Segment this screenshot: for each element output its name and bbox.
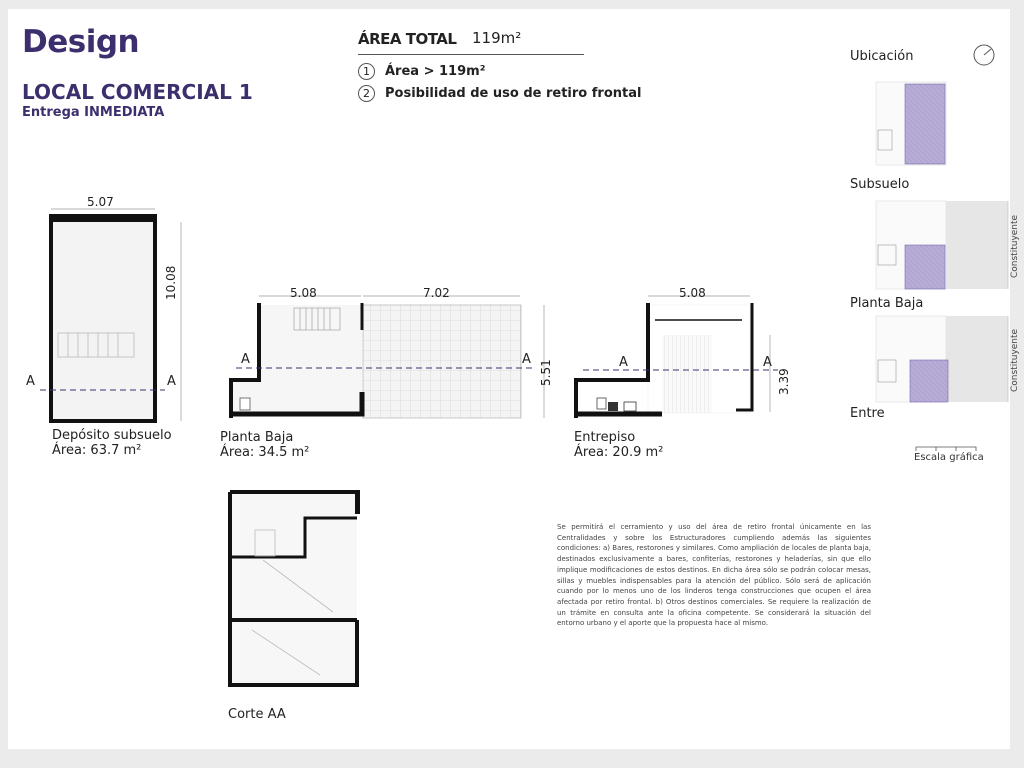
note-item [358,85,641,102]
plan-area: Área: 34.5 m² [220,445,310,460]
plan-area: Área: 20.9 m² [574,445,664,460]
plan-caption [574,430,663,460]
street-label: Constituyente [1010,328,1020,392]
corte-aa-section [230,490,360,685]
section-mark: A [522,352,531,367]
dimension-label: 10.08 [164,265,178,300]
section-mark: A [26,374,35,389]
location-panel [876,45,1008,451]
area-total-label: ÁREA TOTAL [358,30,457,48]
unit-title: LOCAL COMERCIAL 1 [22,80,253,104]
section-mark: A [241,352,250,367]
deposito-plan [40,209,181,421]
area-total-value: 119m² [472,29,522,47]
plan-name: Entrepiso [574,430,636,445]
street-label: Constituyente [1010,214,1020,278]
section-mark: A [167,374,176,389]
dimension-label: 7.02 [423,286,450,300]
dimension-label: 5.51 [539,359,553,386]
section-mark: A [763,355,772,370]
delivery-status: Entrega INMEDIATA [22,105,165,120]
dimension-label: 5.08 [290,286,317,300]
level-label: Planta Baja [850,296,924,311]
level-label: Subsuelo [850,177,910,192]
plan-caption [52,428,172,458]
scale-label: Escala gráfica [914,452,984,463]
plan-caption [220,430,309,460]
legal-conditions-text: Se permitirá el cerramiento y uso del área de retiro frontal únicamente en las Centralidades y sobre los Estructuradores cumpliendo además las siguientes condiciones: a) Bares, restorones y similares. Como ampliación de locales de planta baja, destinados exclusivamente a bares, confiterías, restorones y heladerías, sin que ello implique modificaciones de estos destinos. En dicha área sólo se podrán colocar mesas, sillas y muebles indispensables para la atención del público. Sólo será de aplicación cuando por lo menos uno de los linderos tenga construcciones que ocupen el área afectada por retiro frontal. b) Otros destinos comerciales. Se requiere la realización de un trámite en consulta ante la oficina competente. Se considerará la situación del entorno urbano y el aporte que la propuesta hace al mismo. [557,523,871,628]
divider [358,54,584,55]
planta-baja-plan [231,296,544,418]
brand-title: Design [22,24,140,60]
toilet-icon [597,398,606,409]
sink-icon [608,402,618,411]
scale-bar-icon [916,447,976,451]
toilet-icon [240,398,250,410]
entrepiso-plan [576,296,778,418]
section-mark: A [619,355,628,370]
plan-name: Depósito subsuelo [52,428,172,443]
plan-area: Área: 63.7 m² [52,443,142,458]
note-text: Posibilidad de uso de retiro frontal [385,86,642,101]
location-title: Ubicación [850,49,914,64]
dimension-label: 3.39 [777,368,791,395]
dimension-label: 5.08 [679,286,706,300]
note-text: Área > 119m² [385,64,486,79]
dimension-label: 5.07 [87,195,114,209]
sink-icon [624,402,636,411]
note-number: 2 [358,85,375,102]
note-number: 1 [358,63,375,80]
level-label: Entre [850,406,885,421]
plan-name: Planta Baja [220,430,294,445]
note-item [358,63,485,80]
section-caption: Corte AA [228,707,286,722]
